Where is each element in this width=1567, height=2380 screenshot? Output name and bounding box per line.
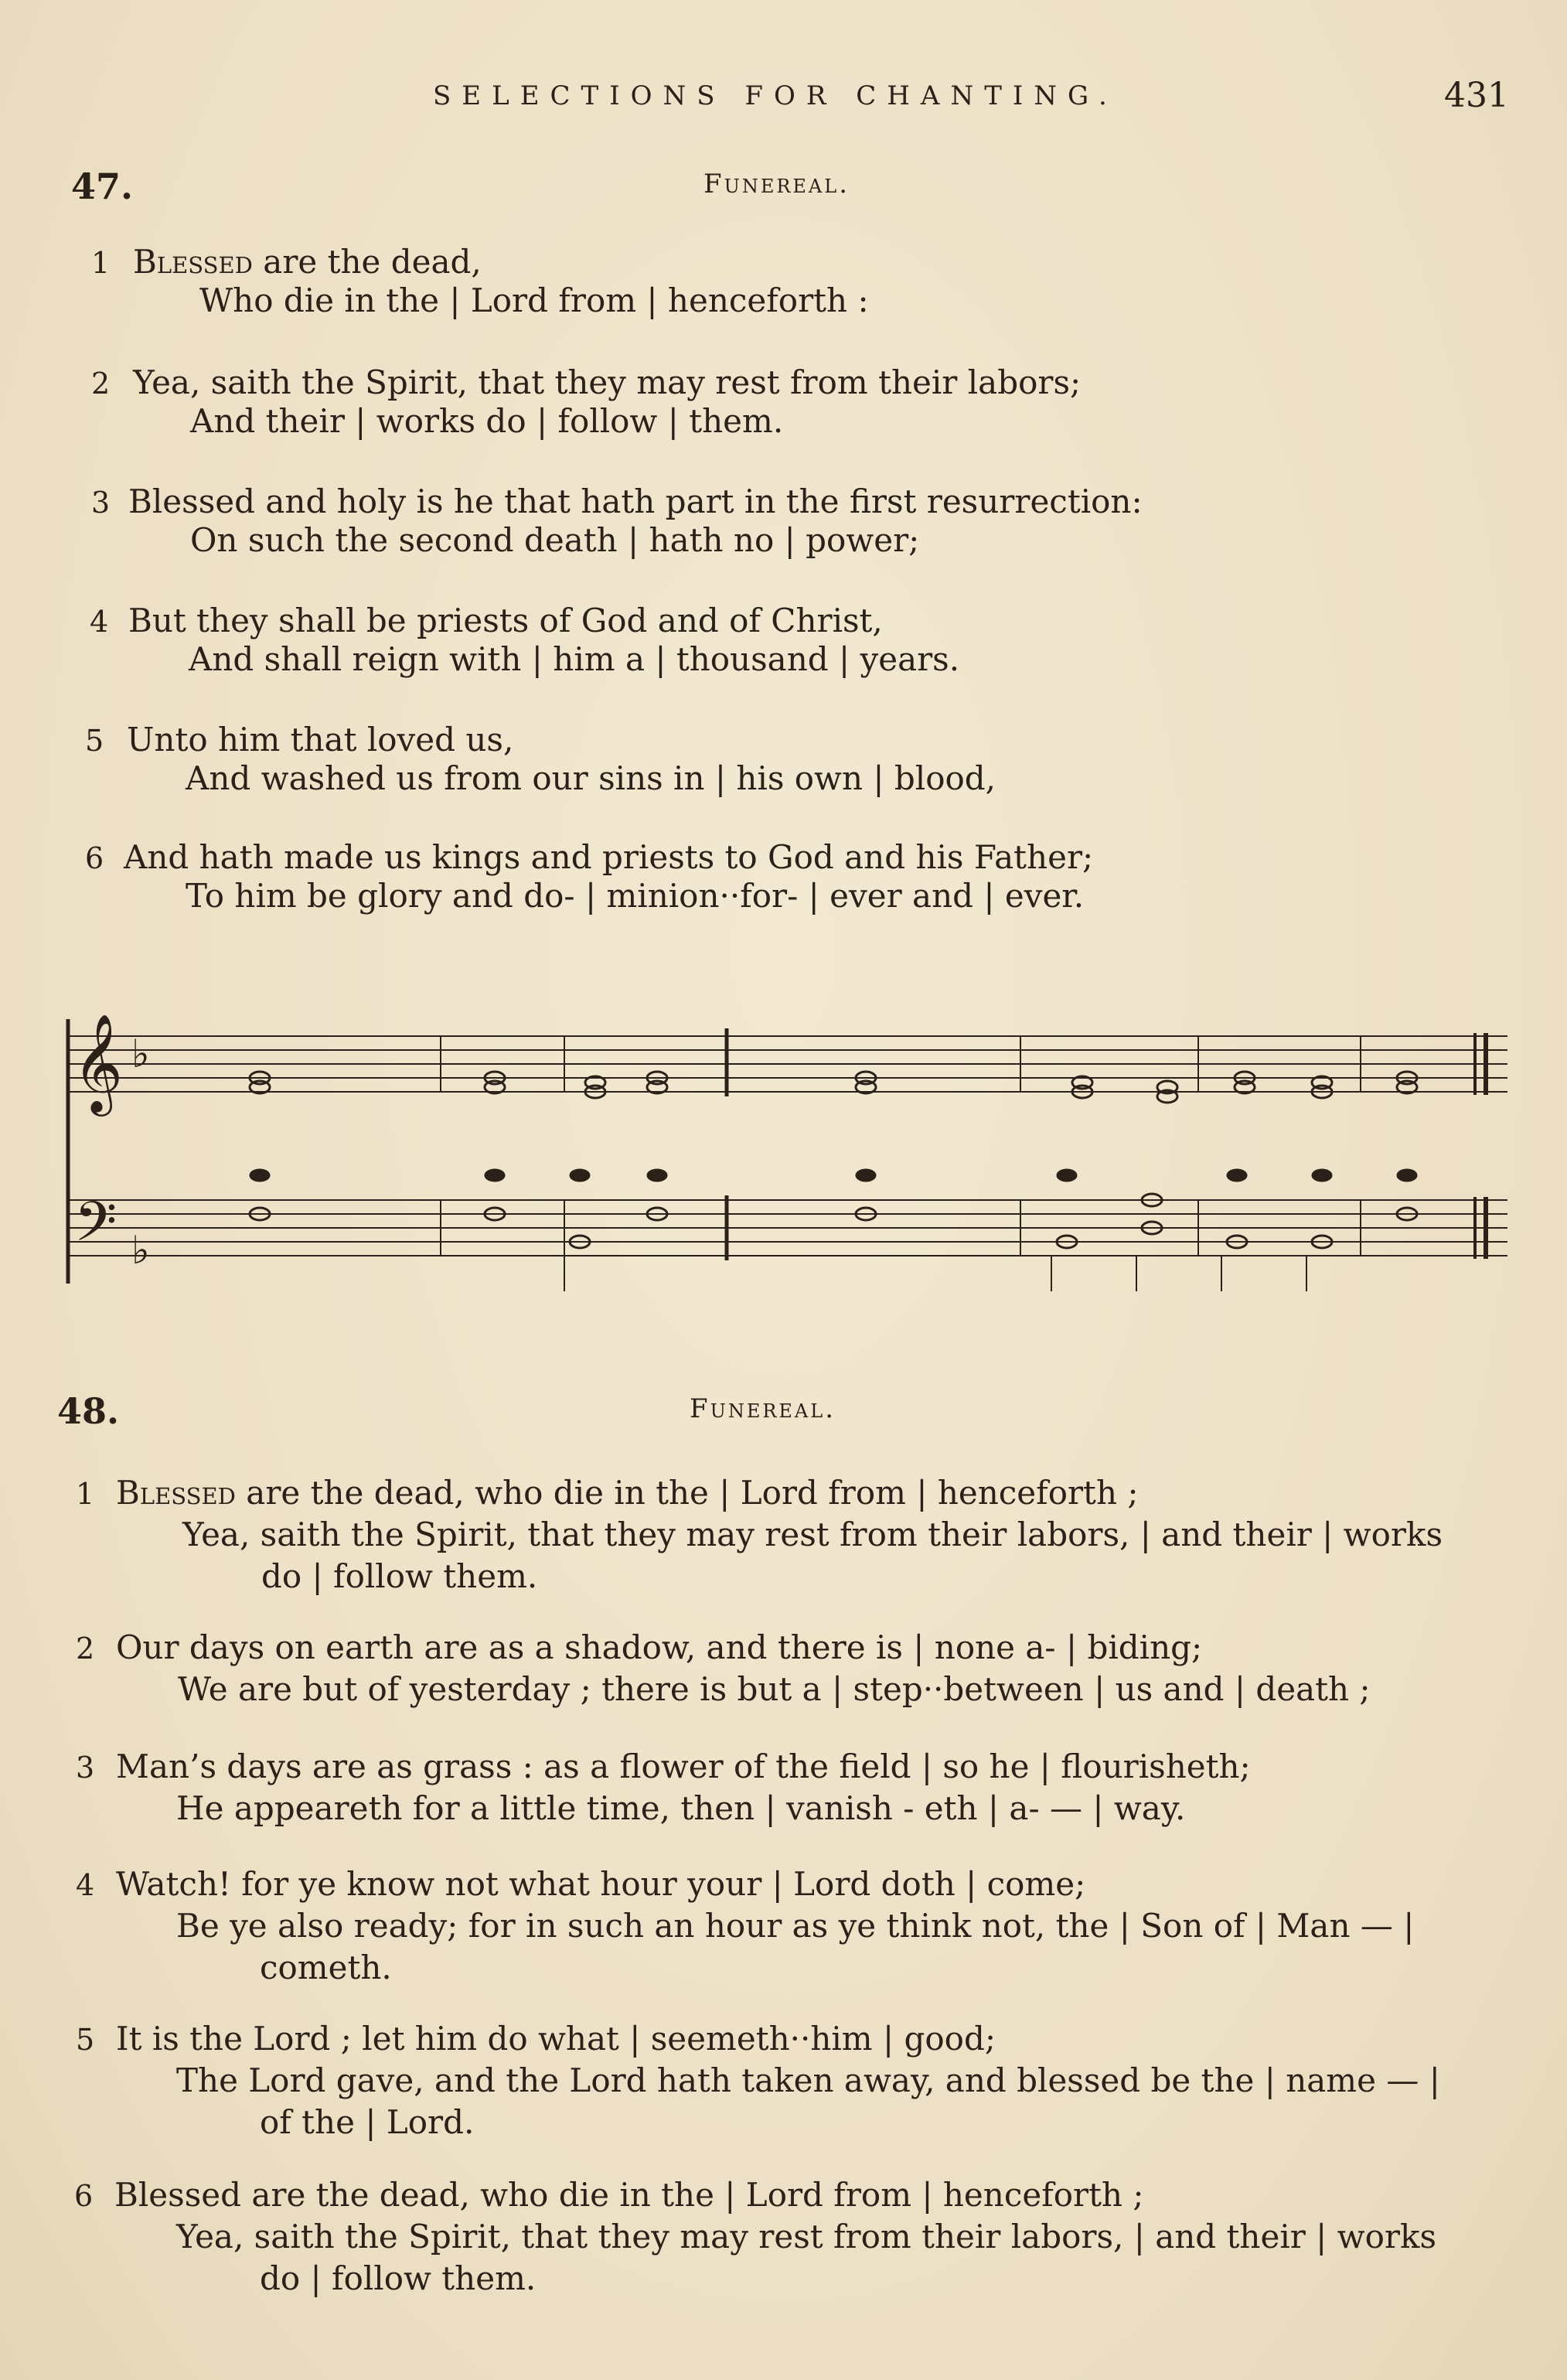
verse-line-3: of the | Lord. xyxy=(260,2103,475,2141)
verse-line-3: do | follow them. xyxy=(260,2259,537,2297)
verse-number: 3 xyxy=(91,486,111,520)
treble-staff xyxy=(68,1036,1507,1092)
verse-number: 4 xyxy=(90,605,109,639)
verse-line-2: Yea, saith the Spirit, that they may rest from their labors, | and their | works xyxy=(176,2218,1437,2256)
chant-47-number: 47. xyxy=(71,165,134,207)
verse-line-2: He appeareth for a little time, then | vanish - eth | a- — | way. xyxy=(176,1789,1186,1827)
flat-sign-icon: ♭ xyxy=(131,1228,150,1273)
verse-line-3: do | follow them. xyxy=(261,1557,538,1595)
verse-number: 1 xyxy=(76,1477,95,1511)
bass-notes xyxy=(250,1170,1417,1248)
chant-music-score xyxy=(54,1005,1523,1314)
verse-line-1: Unto him that loved us, xyxy=(127,721,514,759)
verse-line-3: cometh. xyxy=(260,1949,392,1986)
verse-line-1: Man’s days are as grass : as a flower of the field | so he | flourisheth; xyxy=(116,1747,1251,1785)
verse-number: 2 xyxy=(76,1632,95,1666)
verse-line-1: Yea, saith the Spirit, that they may rest from their labors; xyxy=(133,363,1082,401)
verse-line-1: Blessed are the dead, who die in the | Lord from | henceforth ; xyxy=(114,2176,1144,2214)
verse-line-2: Be ye also ready; for in such an hour as ye think not, the | Son of | Man — | xyxy=(176,1907,1415,1945)
verse-number: 1 xyxy=(91,246,111,280)
verse-line-1: But they shall be priests of God and of Christ, xyxy=(128,602,883,639)
bass-staff xyxy=(68,1200,1507,1256)
verse-line-2: And washed us from our sins in | his own | blood, xyxy=(186,759,996,797)
running-head: SELECTIONS FOR CHANTING. xyxy=(433,80,1118,111)
verse-line-2: The Lord gave, and the Lord hath taken away, and blessed be the | name — | xyxy=(176,2061,1440,2099)
bass-clef-icon: 𝄢 xyxy=(74,1190,118,1267)
chant-48-title: Funereal. xyxy=(690,1393,836,1424)
verse-line-2: And their | works do | follow | them. xyxy=(190,402,784,440)
note-stems xyxy=(564,1256,1306,1291)
verse-number: 2 xyxy=(91,367,111,401)
page-number: 431 xyxy=(1444,76,1509,115)
verse-line-1: Watch! for ye know not what hour your | Lord doth | come; xyxy=(116,1865,1086,1903)
verse-line-2: We are but of yesterday ; there is but a | step··between | us and | death ; xyxy=(178,1670,1371,1708)
verse-number: 3 xyxy=(76,1751,95,1785)
verse-line-2: And shall reign with | him a | thousand | years. xyxy=(189,640,960,678)
verse-line-1: And hath made us kings and priests to God and his Father; xyxy=(124,838,1094,876)
verse-line-1: Blessed and holy is he that hath part in the first resurrection: xyxy=(128,482,1143,520)
verse-line-2: On such the second death | hath no | power; xyxy=(190,521,920,559)
verse-line-1: It is the Lord ; let him do what | seemeth··him | good; xyxy=(116,2020,996,2058)
verse-line-1: Blessed are the dead, xyxy=(133,243,482,281)
verse-number: 4 xyxy=(76,1868,95,1902)
flat-sign-icon: ♭ xyxy=(131,1031,150,1076)
verse-line-2: Yea, saith the Spirit, that they may rest from their labors, | and their | works xyxy=(182,1516,1443,1553)
verse-line-1: Our days on earth are as a shadow, and there is | none a- | biding; xyxy=(116,1628,1203,1666)
verse-line-1: Blessed are the dead, who die in the | Lord from | henceforth ; xyxy=(116,1474,1139,1512)
verse-number: 5 xyxy=(76,2023,95,2057)
treble-notes xyxy=(250,1072,1417,1103)
verse-line-2: Who die in the | Lord from | henceforth : xyxy=(199,281,869,319)
chant-48-number: 48. xyxy=(57,1390,120,1432)
verse-line-2: To him be glory and do- | minion··for- | ever and | ever. xyxy=(186,877,1085,915)
chant-47-title: Funereal. xyxy=(703,169,850,199)
verse-number: 5 xyxy=(85,724,104,758)
treble-clef-icon: 𝄞 xyxy=(73,1013,124,1112)
verse-number: 6 xyxy=(85,841,104,875)
verse-number: 6 xyxy=(74,2179,94,2213)
